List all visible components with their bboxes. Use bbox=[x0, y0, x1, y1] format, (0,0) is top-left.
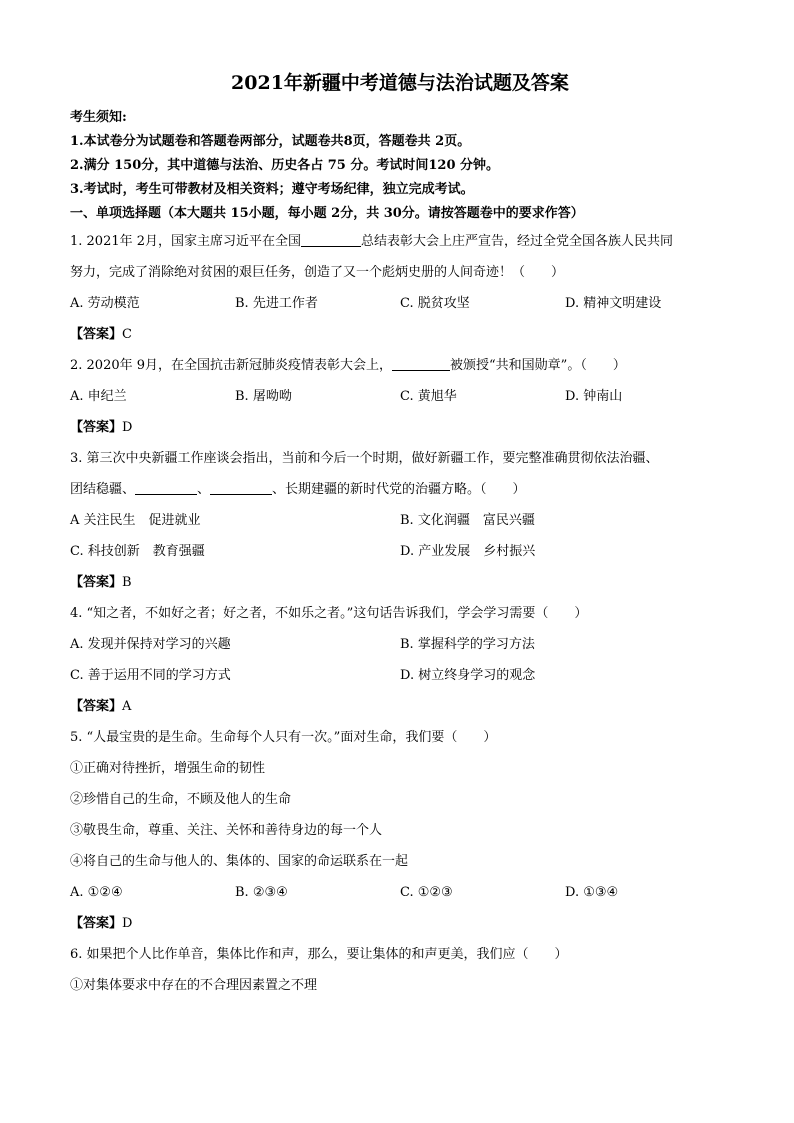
question-4-answer: 【答案】A bbox=[70, 699, 132, 714]
question-1-stem-line2: 努力，完成了消除绝对贫困的艰巨任务，创造了又一个彪炳史册的人间奇迹！（ ） bbox=[70, 265, 565, 280]
notice-heading: 考生须知: bbox=[70, 110, 127, 125]
blank-line bbox=[301, 232, 361, 247]
section-title: 一、单项选择题（本大题共 15小题，每小题 2分，共 30分。请按答题卷中的要求作答） bbox=[70, 206, 584, 221]
question-5-stem: 5. “人最宝贵的是生命。生命每个人只有一次。”面对生命，我们要（ ） bbox=[70, 730, 497, 745]
option-b: B. 屠呦呦 bbox=[235, 389, 292, 404]
statement: ①对集体要求中存在的不合理因素置之不理 bbox=[70, 978, 318, 993]
blank-line bbox=[135, 480, 197, 495]
option-d: D. 精神文明建设 bbox=[565, 296, 662, 311]
option-d: D. 产业发展 乡村振兴 bbox=[400, 544, 536, 559]
question-3-stem: 3. 第三次中央新疆工作座谈会指出，当前和今后一个时期，做好新疆工作，要完整准确贯彻依法治疆、 bbox=[70, 451, 659, 466]
question-3-options-row2 bbox=[70, 536, 730, 567]
statement: ③敬畏生命，尊重、关注、关怀和善待身边的每一个人 bbox=[70, 823, 383, 838]
option-c: C. 科技创新 教育强疆 bbox=[70, 544, 205, 559]
notice-item: 2.满分 150分，其中道德与法治、历史各占 75 分。考试时间120 分钟。 bbox=[70, 158, 500, 173]
option-c: C. 善于运用不同的学习方式 bbox=[70, 668, 231, 683]
page-title: 2021年新疆中考道德与法治试题及答案 bbox=[231, 72, 569, 94]
option-b: B. ②③④ bbox=[235, 885, 288, 900]
blank-line bbox=[210, 480, 272, 495]
statement: ④将自己的生命与他人的、集体的、国家的命运联系在一起 bbox=[70, 854, 409, 869]
question-3-stem-line2: 团结稳疆、 、 、长期建疆的新时代党的治疆方略。（ ） bbox=[70, 482, 526, 497]
notice-item: 3.考试时，考生可带教材及相关资料；遵守考场纪律，独立完成考试。 bbox=[70, 182, 474, 197]
statement: ①正确对待挫折，增强生命的韧性 bbox=[70, 761, 266, 776]
question-2-stem: 2. 2020年 9月，在全国抗击新冠肺炎疫情表彰大会上， 被颁授“共和国勋章”。（ ） bbox=[70, 358, 626, 373]
option-b: B. 先进工作者 bbox=[235, 296, 318, 311]
option-b: B. 掌握科学的学习方法 bbox=[400, 637, 535, 652]
question-3-options-row1 bbox=[70, 505, 730, 536]
question-1-options bbox=[70, 288, 730, 319]
option-b: B. 文化润疆 富民兴疆 bbox=[400, 513, 535, 528]
notice-item: 1.本试卷分为试题卷和答题卷两部分，试题卷共8页，答题卷共 2页。 bbox=[70, 134, 471, 149]
option-c: C. 脱贫攻坚 bbox=[400, 296, 470, 311]
question-5-answer: 【答案】D bbox=[70, 916, 133, 931]
option-c: C. ①②③ bbox=[400, 885, 453, 900]
option-a: A 关注民生 促进就业 bbox=[70, 513, 201, 528]
question-2-options bbox=[70, 381, 730, 412]
option-d: D. 钟南山 bbox=[565, 389, 623, 404]
question-1-stem: 1. 2021年 2月，国家主席习近平在全国 总结表彰大会上庄严宣告，经过全党全国各族人民共同 bbox=[70, 234, 674, 249]
option-c: C. 黄旭华 bbox=[400, 389, 457, 404]
question-6-stem: 6. 如果把个人比作单音，集体比作和声，那么，要让集体的和声更美，我们应（ ） bbox=[70, 947, 568, 962]
document-page bbox=[70, 70, 730, 1001]
question-4-options-row2 bbox=[70, 660, 730, 691]
option-a: A. 申纪兰 bbox=[70, 389, 127, 404]
option-a: A. 发现并保持对学习的兴趣 bbox=[70, 637, 231, 652]
question-1-answer: 【答案】C bbox=[70, 327, 132, 342]
option-d: D. 树立终身学习的观念 bbox=[400, 668, 536, 683]
question-4-options-row1 bbox=[70, 629, 730, 660]
question-4-stem: 4. “知之者，不如好之者；好之者，不如乐之者。”这句话告诉我们，学会学习需要（ ） bbox=[70, 606, 588, 621]
option-a: A. 劳动模范 bbox=[70, 296, 140, 311]
question-5-options bbox=[70, 877, 730, 908]
blank-line bbox=[392, 356, 450, 371]
question-2-answer: 【答案】D bbox=[70, 420, 133, 435]
option-d: D. ①③④ bbox=[565, 885, 619, 900]
option-a: A. ①②④ bbox=[70, 885, 123, 900]
question-3-answer: 【答案】B bbox=[70, 575, 132, 590]
statement: ②珍惜自己的生命，不顾及他人的生命 bbox=[70, 792, 292, 807]
